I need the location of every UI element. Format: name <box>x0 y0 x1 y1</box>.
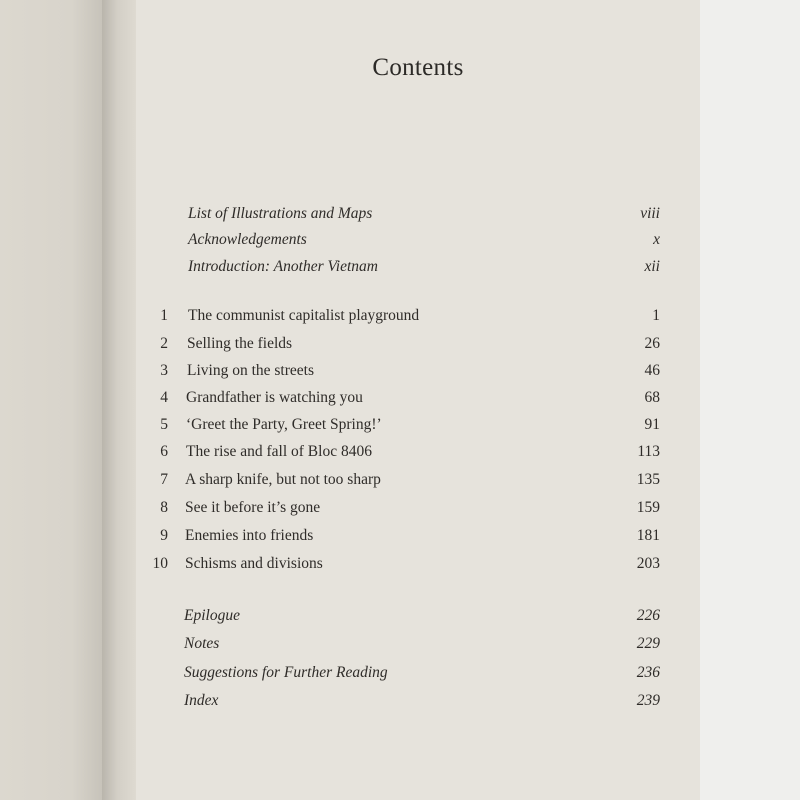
toc-entry-back-1 <box>0 607 800 629</box>
chapter-number: 9 <box>160 527 168 544</box>
toc-entry-front-2 <box>0 231 800 253</box>
chapter-title: See it before it’s gone <box>185 499 321 516</box>
toc-entry-page: x <box>653 231 660 248</box>
toc-entry-front-3 <box>0 258 800 280</box>
toc-entry-label: Index <box>184 692 219 709</box>
toc-chapter-8 <box>0 499 800 521</box>
toc-entry-label: Notes <box>184 635 220 652</box>
toc-entry-front-1 <box>0 205 800 227</box>
chapter-title: ‘Greet the Party, Greet Spring!’ <box>186 416 382 433</box>
chapter-title: Enemies into friends <box>185 527 314 544</box>
page-title: Contents <box>372 54 464 81</box>
toc-chapter-2 <box>0 335 800 357</box>
toc-entry-page: 239 <box>636 692 660 709</box>
toc-chapter-7 <box>0 471 800 493</box>
chapter-number: 10 <box>152 555 168 572</box>
chapter-page: 91 <box>644 416 660 433</box>
toc-entry-label: Suggestions for Further Reading <box>184 664 388 681</box>
toc-chapter-3 <box>0 362 800 384</box>
toc-entry-label: Acknowledgements <box>188 231 307 248</box>
chapter-number: 3 <box>160 362 168 379</box>
chapter-page: 203 <box>636 555 660 572</box>
chapter-page: 135 <box>636 471 660 488</box>
chapter-title: Schisms and divisions <box>185 555 323 572</box>
toc-entry-page: 236 <box>636 664 660 681</box>
toc-entry-page: viii <box>640 205 660 222</box>
chapter-title: Living on the streets <box>187 362 314 379</box>
chapter-number: 2 <box>160 335 168 352</box>
toc-entry-label: Epilogue <box>184 607 240 624</box>
toc-entry-back-3 <box>0 664 800 686</box>
toc-chapter-10 <box>0 555 800 577</box>
chapter-number: 7 <box>160 471 168 488</box>
chapter-title: A sharp knife, but not too sharp <box>185 471 381 488</box>
chapter-page: 1 <box>652 307 660 324</box>
toc-entry-page: 229 <box>636 635 660 652</box>
chapter-number: 5 <box>160 416 168 433</box>
chapter-number: 8 <box>160 499 168 516</box>
chapter-title: The rise and fall of Bloc 8406 <box>186 443 372 460</box>
chapter-page: 46 <box>644 362 660 379</box>
chapter-page: 159 <box>636 499 660 516</box>
chapter-page: 181 <box>636 527 660 544</box>
toc-chapter-5 <box>0 416 800 438</box>
chapter-number: 4 <box>160 389 168 406</box>
chapter-page: 113 <box>637 443 660 460</box>
toc-chapter-4 <box>0 389 800 411</box>
chapter-title: Selling the fields <box>187 335 293 352</box>
toc-entry-back-4 <box>0 692 800 714</box>
toc-entry-back-2 <box>0 635 800 657</box>
toc-entry-label: List of Illustrations and Maps <box>188 205 373 222</box>
chapter-title: Grandfather is watching you <box>186 389 363 406</box>
toc-entry-page: xii <box>644 258 660 275</box>
chapter-page: 68 <box>644 389 660 406</box>
chapter-page: 26 <box>644 335 660 352</box>
chapter-number: 6 <box>160 443 168 460</box>
toc-chapter-1 <box>0 307 800 329</box>
toc-entry-label: Introduction: Another Vietnam <box>188 258 378 275</box>
toc-chapter-6 <box>0 443 800 465</box>
toc-entry-page: 226 <box>636 607 660 624</box>
chapter-number: 1 <box>160 307 168 324</box>
chapter-title: The communist capitalist playground <box>188 307 420 324</box>
toc-chapter-9 <box>0 527 800 549</box>
